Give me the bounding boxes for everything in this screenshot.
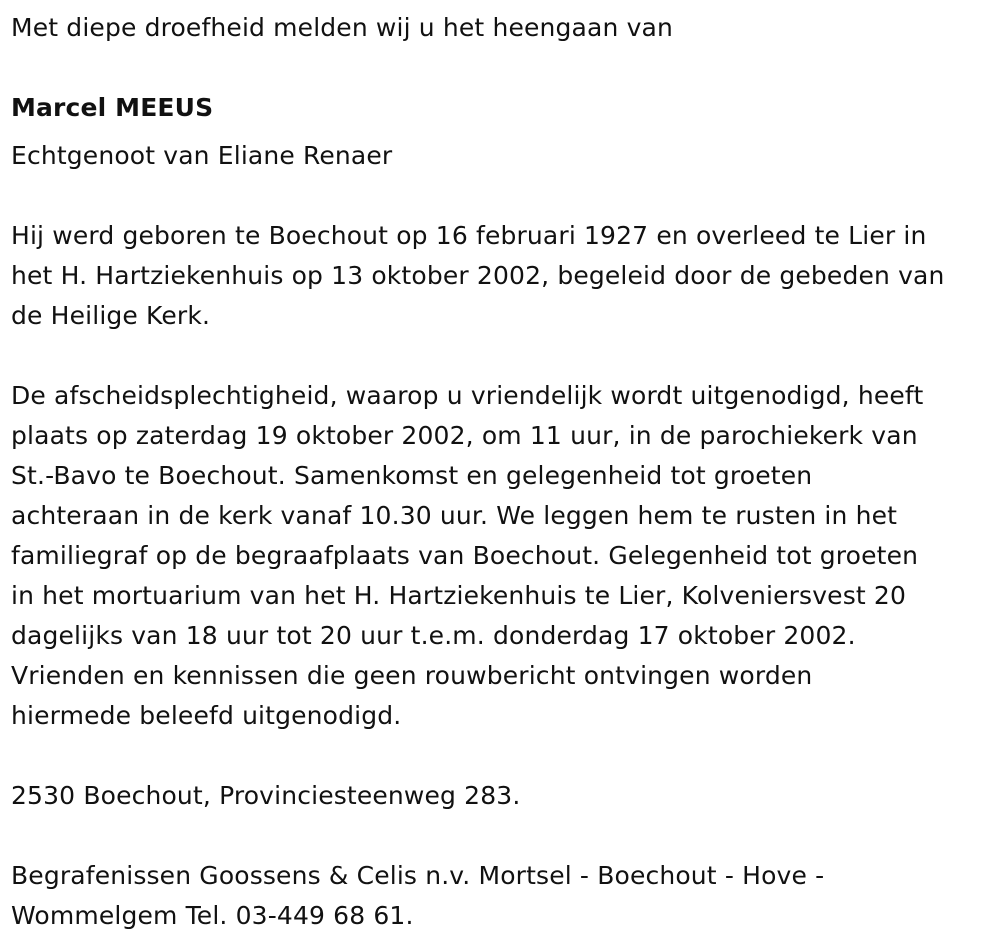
text-line: familiegraf op de begraafplaats van Boechout. Gelegenheid tot groeten — [11, 541, 919, 570]
address-line: 2530 Boechout, Provinciesteenweg 283. — [11, 781, 521, 810]
spouse-line: Echtgenoot van Eliane Renaer — [11, 141, 393, 170]
intro-line: Met diepe droefheid melden wij u het heengaan van — [11, 13, 673, 42]
text-line: St.-Bavo te Boechout. Samenkomst en gelegenheid tot groeten — [11, 461, 813, 490]
text-line: Wommelgem Tel. 03-449 68 61. — [11, 901, 414, 930]
paragraph-birth-death — [11, 216, 988, 336]
text-line: de Heilige Kerk. — [11, 301, 211, 330]
undertaker-info — [11, 856, 988, 936]
text-line: het H. Hartziekenhuis op 13 oktober 2002, begeleid door de gebeden van — [11, 261, 945, 290]
text-line: in het mortuarium van het H. Hartziekenhuis te Lier, Kolveniersvest 20 — [11, 581, 907, 610]
spacer — [11, 48, 988, 88]
paragraph-ceremony — [11, 376, 988, 736]
text-line: Hij werd geboren te Boechout op 16 februari 1927 en overleed te Lier in — [11, 221, 927, 250]
text-line: achteraan in de kerk vanaf 10.30 uur. We leggen hem te rusten in het — [11, 501, 898, 530]
text-line: hiermede beleefd uitgenodigd. — [11, 701, 402, 730]
deceased-name: Marcel MEEUS — [11, 93, 214, 122]
spacer — [11, 336, 988, 376]
spacer — [11, 816, 988, 856]
spacer — [11, 176, 988, 216]
text-line: dagelijks van 18 uur tot 20 uur t.e.m. donderdag 17 oktober 2002. — [11, 621, 856, 650]
text-line: plaats op zaterdag 19 oktober 2002, om 11 uur, in de parochiekerk van — [11, 421, 918, 450]
text-line: De afscheidsplechtigheid, waarop u vriendelijk wordt uitgenodigd, heeft — [11, 381, 924, 410]
spacer — [11, 128, 988, 136]
text-line: Vrienden en kennissen die geen rouwbericht ontvingen worden — [11, 661, 813, 690]
text-line: Begrafenissen Goossens & Celis n.v. Mortsel - Boechout - Hove - — [11, 861, 825, 890]
spacer — [11, 736, 988, 776]
